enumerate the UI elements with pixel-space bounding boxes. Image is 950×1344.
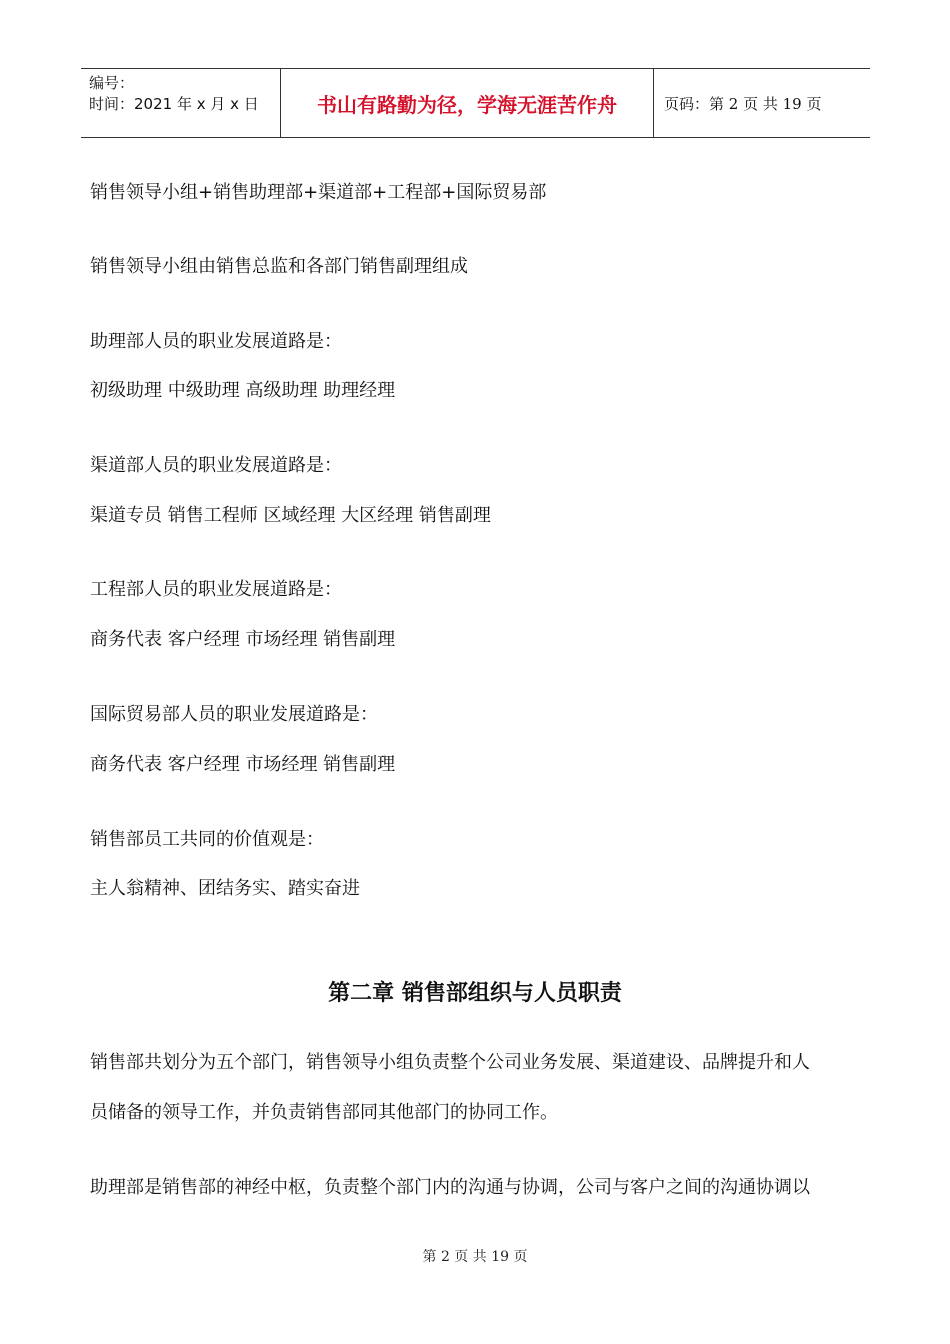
chapter-title: 第二章 销售部组织与人员职责 bbox=[328, 981, 622, 1006]
paragraph: 商务代表 客户经理 市场经理 销售副理 bbox=[90, 754, 396, 775]
header-meta bbox=[81, 69, 281, 137]
paragraph: 销售部共划分为五个部门，销售领导小组负责整个公司业务发展、渠道建设、品牌提升和人 bbox=[90, 1052, 810, 1073]
paragraph: 工程部人员的职业发展道路是： bbox=[90, 579, 342, 600]
document-number-label: 编号： bbox=[89, 74, 135, 92]
page-header bbox=[81, 68, 870, 138]
paragraph: 初级助理 中级助理 高级助理 助理经理 bbox=[90, 380, 396, 401]
document-time-label: 时间：2021 年 x 月 x 日 bbox=[89, 95, 259, 113]
paragraph: 销售领导小组由销售总监和各部门销售副理组成 bbox=[90, 256, 468, 277]
paragraph: 商务代表 客户经理 市场经理 销售副理 bbox=[90, 629, 396, 650]
paragraph: 渠道部人员的职业发展道路是： bbox=[90, 455, 342, 476]
paragraph: 助理部人员的职业发展道路是： bbox=[90, 331, 342, 352]
page-footer: 第 2 页 共 19 页 bbox=[422, 1249, 528, 1265]
header-page-info: 页码：第 2 页 共 19 页 bbox=[664, 94, 822, 113]
paragraph: 渠道专员 销售工程师 区域经理 大区经理 销售副理 bbox=[90, 505, 491, 526]
paragraph: 销售部员工共同的价值观是： bbox=[90, 829, 324, 850]
header-motto: 书山有路勤为径，学海无涯苦作舟 bbox=[317, 92, 617, 117]
paragraph: 员储备的领导工作，并负责销售部同其他部门的协同工作。 bbox=[90, 1102, 558, 1123]
paragraph: 主人翁精神、团结务实、踏实奋进 bbox=[90, 878, 360, 899]
paragraph: 销售领导小组+销售助理部+渠道部+工程部+国际贸易部 bbox=[90, 182, 547, 203]
paragraph: 助理部是销售部的神经中枢，负责整个部门内的沟通与协调，公司与客户之间的沟通协调以 bbox=[90, 1177, 810, 1198]
paragraph: 国际贸易部人员的职业发展道路是： bbox=[90, 704, 378, 725]
header-motto-cell bbox=[281, 69, 654, 137]
